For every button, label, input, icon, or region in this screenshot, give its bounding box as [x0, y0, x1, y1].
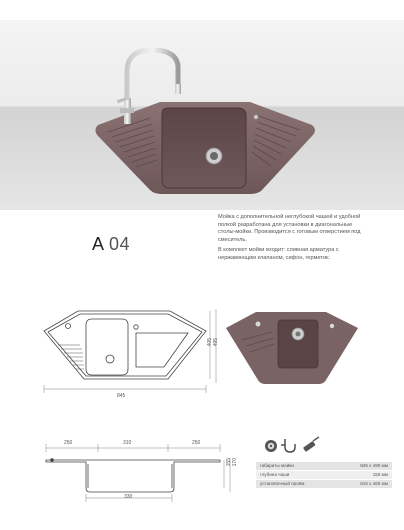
bowl-render	[278, 320, 318, 368]
model-number: 04	[109, 234, 131, 254]
dim-side-h1-label: 155	[226, 458, 232, 467]
sink-bowl	[162, 108, 246, 188]
bowl-outline-top	[86, 319, 128, 375]
description-paragraph: Мойка с дополнительной неглубокой чашей и удобной полкой разработана для установки в диагональные столы-мойки. Производится с готовым отверстием под смеситель.	[218, 214, 361, 243]
spec-row: глубина чаши 155 мм	[256, 471, 392, 480]
dim-side-bottom-label: 330	[124, 494, 133, 500]
top-view-drawing	[38, 305, 218, 409]
spec-row: установочный проём 815 х 465 мм	[256, 480, 392, 489]
sink-color-render	[222, 310, 362, 390]
product-description	[218, 214, 368, 266]
spec-row: габариты мойки 845 х 495 мм	[256, 462, 392, 471]
dim-depth-inner-label: 405	[207, 338, 213, 347]
dim-side-h2-label: 170	[232, 458, 238, 467]
dim-side-left-label: 250	[64, 440, 73, 446]
side-view-drawing	[42, 438, 238, 508]
sink-photo-illustration	[0, 20, 404, 210]
siphon-icon	[281, 439, 295, 452]
product-photo	[0, 20, 404, 210]
model-title	[92, 234, 130, 255]
dim-side-middle-label: 310	[123, 440, 132, 446]
specs-table	[256, 462, 392, 489]
accessory-icons	[263, 436, 323, 456]
sealant-icon	[303, 437, 319, 452]
drain-icon	[265, 440, 277, 452]
dim-depth-outer-label: 495	[213, 338, 219, 347]
model-letter: A	[92, 234, 104, 254]
description-included: В комплект мойки входит: сливная арматура с нержавеющим клапаном, сифон, герметик.	[218, 247, 339, 261]
sink-profile	[46, 459, 220, 492]
dim-width-label: 845	[117, 393, 126, 399]
dim-side-right-label: 250	[192, 440, 201, 446]
